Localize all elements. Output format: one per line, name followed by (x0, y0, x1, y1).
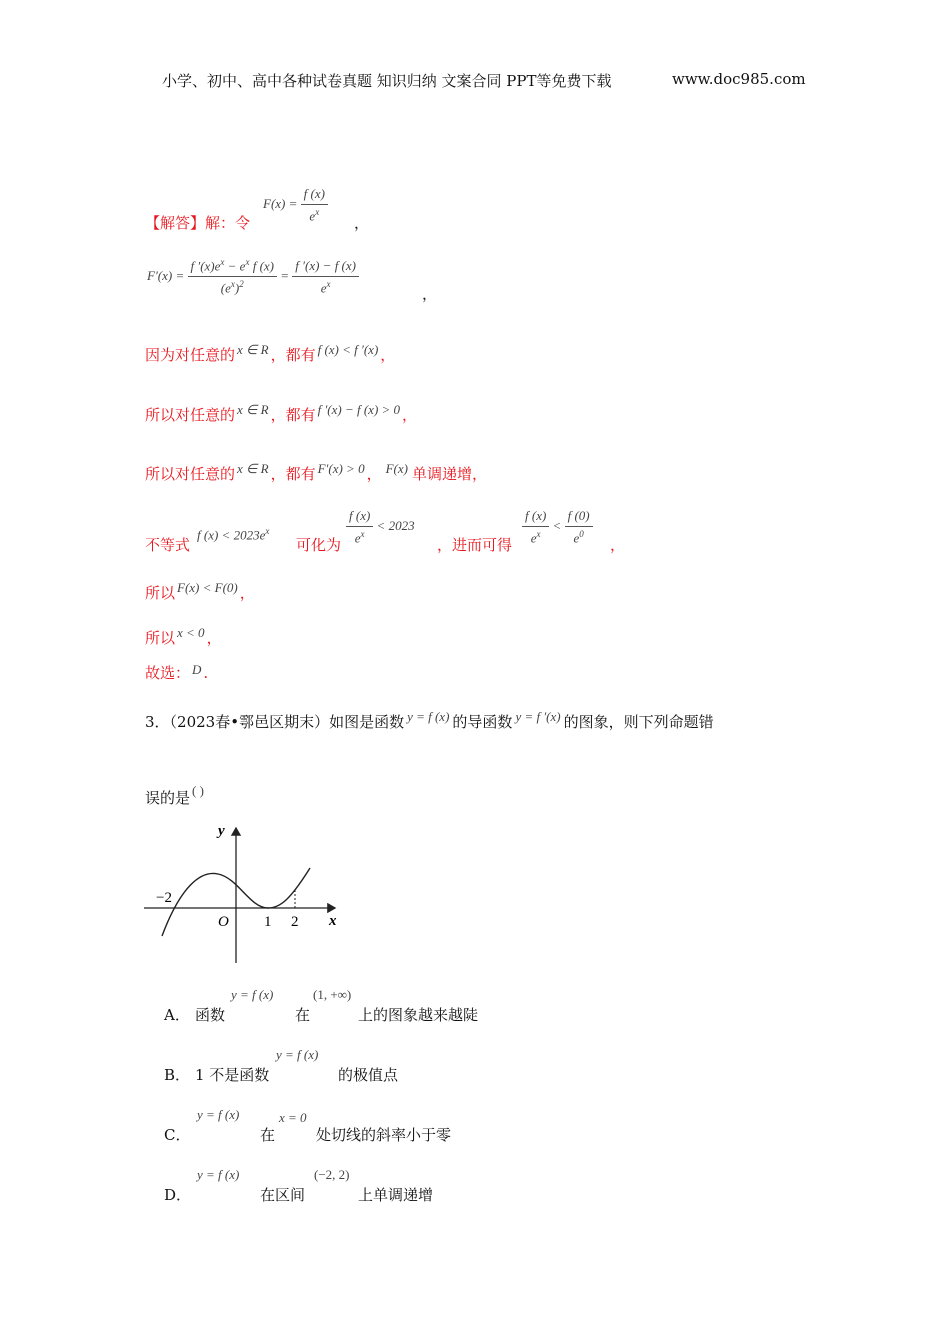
l4-frac3-num: f (0) (567, 508, 590, 523)
solution-line-4-text-a: 不等式 (145, 536, 191, 554)
deriv-num1-sup: x (220, 257, 225, 267)
l4-frac2-den-base: e (530, 530, 537, 546)
solution-line-6 (145, 627, 222, 648)
x-axis-label: x (329, 913, 337, 929)
deriv-den1-b: ) (234, 280, 240, 296)
l4-text-b: 可化为 (296, 536, 342, 554)
question-text-2: 的图象，则下列命题错 (563, 713, 714, 731)
solution-tag: 【解答】 (145, 214, 206, 232)
option-d-letter[interactable]: D． (164, 1186, 192, 1204)
l6-math: x < 0 (177, 625, 205, 640)
option-b-math-1: y = f (x) (276, 1047, 319, 1062)
solution-line-1 (145, 344, 395, 365)
option-b-letter[interactable]: B． (164, 1066, 191, 1084)
option-a-text-3: 上的图象越来越陡 (358, 1006, 479, 1024)
l4-rhs: < 2023 (376, 518, 415, 534)
l4-lt: < (552, 518, 562, 534)
l7-text-a: 故选： (145, 664, 191, 682)
question-line-1 (145, 711, 714, 732)
l4-frac1-den-base: e (354, 530, 361, 546)
deriv-den2 (292, 276, 359, 296)
def-den-sup: x (315, 207, 320, 217)
deriv-den1-a: (e (220, 280, 231, 296)
deriv-den1 (188, 276, 278, 296)
def-formula (263, 186, 328, 224)
l4-frac3 (565, 508, 593, 546)
option-d-math-1: y = f (x) (197, 1167, 240, 1182)
def-lhs: F(x) = (263, 196, 298, 212)
option-c-text-3: 处切线的斜率小于零 (316, 1126, 452, 1144)
option-d-math-2: (−2, 2) (314, 1167, 350, 1182)
l4-frac2 (522, 508, 549, 546)
l1-math-2: f (x) < f ′(x) (317, 342, 379, 357)
deriv-lhs: F′(x) = (147, 267, 185, 283)
l2-math-1: x ∈ R (237, 402, 269, 417)
deriv-den2-base: e (320, 279, 327, 295)
l4-math-1 (197, 526, 269, 543)
option-a-math-2: (1, +∞) (313, 987, 352, 1002)
option-a-letter[interactable]: A． (164, 1006, 190, 1024)
derivative-graph (140, 818, 350, 968)
deriv-num1-c: f (x) (249, 258, 274, 274)
deriv-comma: ， (422, 285, 438, 303)
l4-frac3-den (565, 526, 593, 546)
option-c-text-2: 在 (260, 1126, 276, 1144)
solution-line-2 (145, 404, 417, 425)
l4-text-c: ，进而可得 (437, 536, 513, 554)
option-a-text-2: 在 (295, 1006, 311, 1024)
deriv-num1-b: − e (224, 258, 246, 274)
l3-math-3: F(x) (385, 461, 408, 476)
def-comma: ， (354, 214, 370, 232)
l2-text-a: 所以对任意的 (145, 406, 236, 424)
answer-blank: ( ) (192, 783, 204, 798)
l3-text-d: 单调递增， (411, 465, 487, 483)
option-d-text-3: 上单调递增 (358, 1186, 434, 1204)
l7-math: D (192, 662, 202, 677)
deriv-frac2 (292, 258, 359, 296)
l4-math-1-sup: x (265, 526, 270, 536)
l6-text-b: ， (206, 629, 222, 647)
question-text-1: 的导函数 (452, 713, 513, 731)
l4-frac2-num: f (x) (525, 508, 547, 523)
l3-math-2: F′(x) > 0 (317, 461, 365, 476)
l1-text-c: ， (380, 346, 396, 364)
solution-line-3 (145, 463, 487, 484)
deriv-eq: = (280, 267, 290, 283)
l4-frac3-den-base: e (573, 530, 580, 546)
question-line-2-text: 误的是 (145, 789, 191, 807)
l3-math-1: x ∈ R (237, 461, 269, 476)
question-line-2 (145, 783, 204, 808)
option-c-math-2: x = 0 (279, 1110, 307, 1125)
def-fraction (301, 186, 328, 224)
def-den-base: e (309, 208, 316, 224)
l4-frac1 (346, 508, 373, 546)
solution-line-7 (145, 662, 208, 683)
question-number: 3． (145, 713, 170, 731)
question-math-2: y = f ′(x) (515, 709, 561, 724)
option-a-text-1: 函数 (195, 1006, 226, 1024)
tick-label-neg2: −2 (156, 890, 172, 906)
l5-math: F(x) < F(0) (177, 580, 238, 595)
tick-label-1: 1 (264, 914, 272, 930)
derivative-formula (147, 257, 359, 297)
l2-text-b: ，都有 (270, 406, 316, 424)
l2-math-2: f ′(x) − f (x) > 0 (317, 402, 401, 417)
def-num: f (x) (303, 186, 325, 201)
l4-frac1-num: f (x) (349, 508, 371, 523)
origin-label: O (218, 914, 229, 930)
solution-intro-text: 解：令 (205, 214, 251, 232)
y-axis-label: y (218, 823, 225, 839)
l1-text-b: ，都有 (270, 346, 316, 364)
l7-text-b: . (203, 664, 209, 682)
option-b-text-1: 1 不是函数 (195, 1066, 270, 1084)
option-a-math-1: y = f (x) (231, 987, 274, 1002)
l4-fraction-2 (522, 508, 593, 546)
tick-label-2: 2 (291, 914, 299, 930)
l4-frac2-den-sup: x (536, 529, 541, 539)
deriv-num1-sup2: x (245, 257, 250, 267)
option-c-letter[interactable]: C． (164, 1126, 191, 1144)
solution-intro (145, 212, 250, 233)
option-d-text-2: 在区间 (260, 1186, 306, 1204)
l3-text-b: ，都有 (270, 465, 316, 483)
l1-text-a: 因为对任意的 (145, 346, 236, 364)
l1-math-1: x ∈ R (237, 342, 269, 357)
solution-line-5 (145, 582, 255, 603)
deriv-num1-a: f ′(x)e (190, 258, 221, 274)
question-source: （2023春•鄠邑区期末）如图是函数 (169, 713, 405, 731)
l3-text-c: ， (366, 465, 382, 483)
l4-frac1-den (346, 526, 373, 546)
option-c-math-1: y = f (x) (197, 1107, 240, 1122)
l6-text-a: 所以 (145, 629, 176, 647)
header-website-link[interactable]: www.doc985.com (672, 70, 806, 88)
l5-text-b: ， (239, 584, 255, 602)
deriv-den1-sup: x (230, 279, 235, 290)
l3-text-a: 所以对任意的 (145, 465, 236, 483)
l4-frac3-den-sup: 0 (579, 529, 584, 539)
deriv-den1-pow: 2 (239, 279, 244, 290)
option-b-text-2: 的极值点 (338, 1066, 399, 1084)
l5-text-a: 所以 (145, 584, 176, 602)
l4-frac2-den (522, 526, 549, 546)
deriv-den2-sup: x (326, 278, 331, 289)
l4-frac1-den-sup: x (360, 529, 365, 539)
deriv-num2: f ′(x) − f (x) (295, 257, 356, 273)
question-math-1: y = f (x) (407, 709, 450, 724)
deriv-frac1 (188, 257, 278, 297)
deriv-num1 (188, 257, 278, 276)
l2-text-c: ， (402, 406, 418, 424)
l4-fraction-1 (346, 508, 415, 546)
header-left-text: 小学、初中、高中各种试卷真题 知识归纳 文案合同 PPT等免费下载 (162, 72, 612, 90)
l4-text-d: ， (610, 536, 626, 554)
def-den (301, 204, 328, 224)
l4-math-1-base: f (x) < 2023e (197, 527, 266, 543)
